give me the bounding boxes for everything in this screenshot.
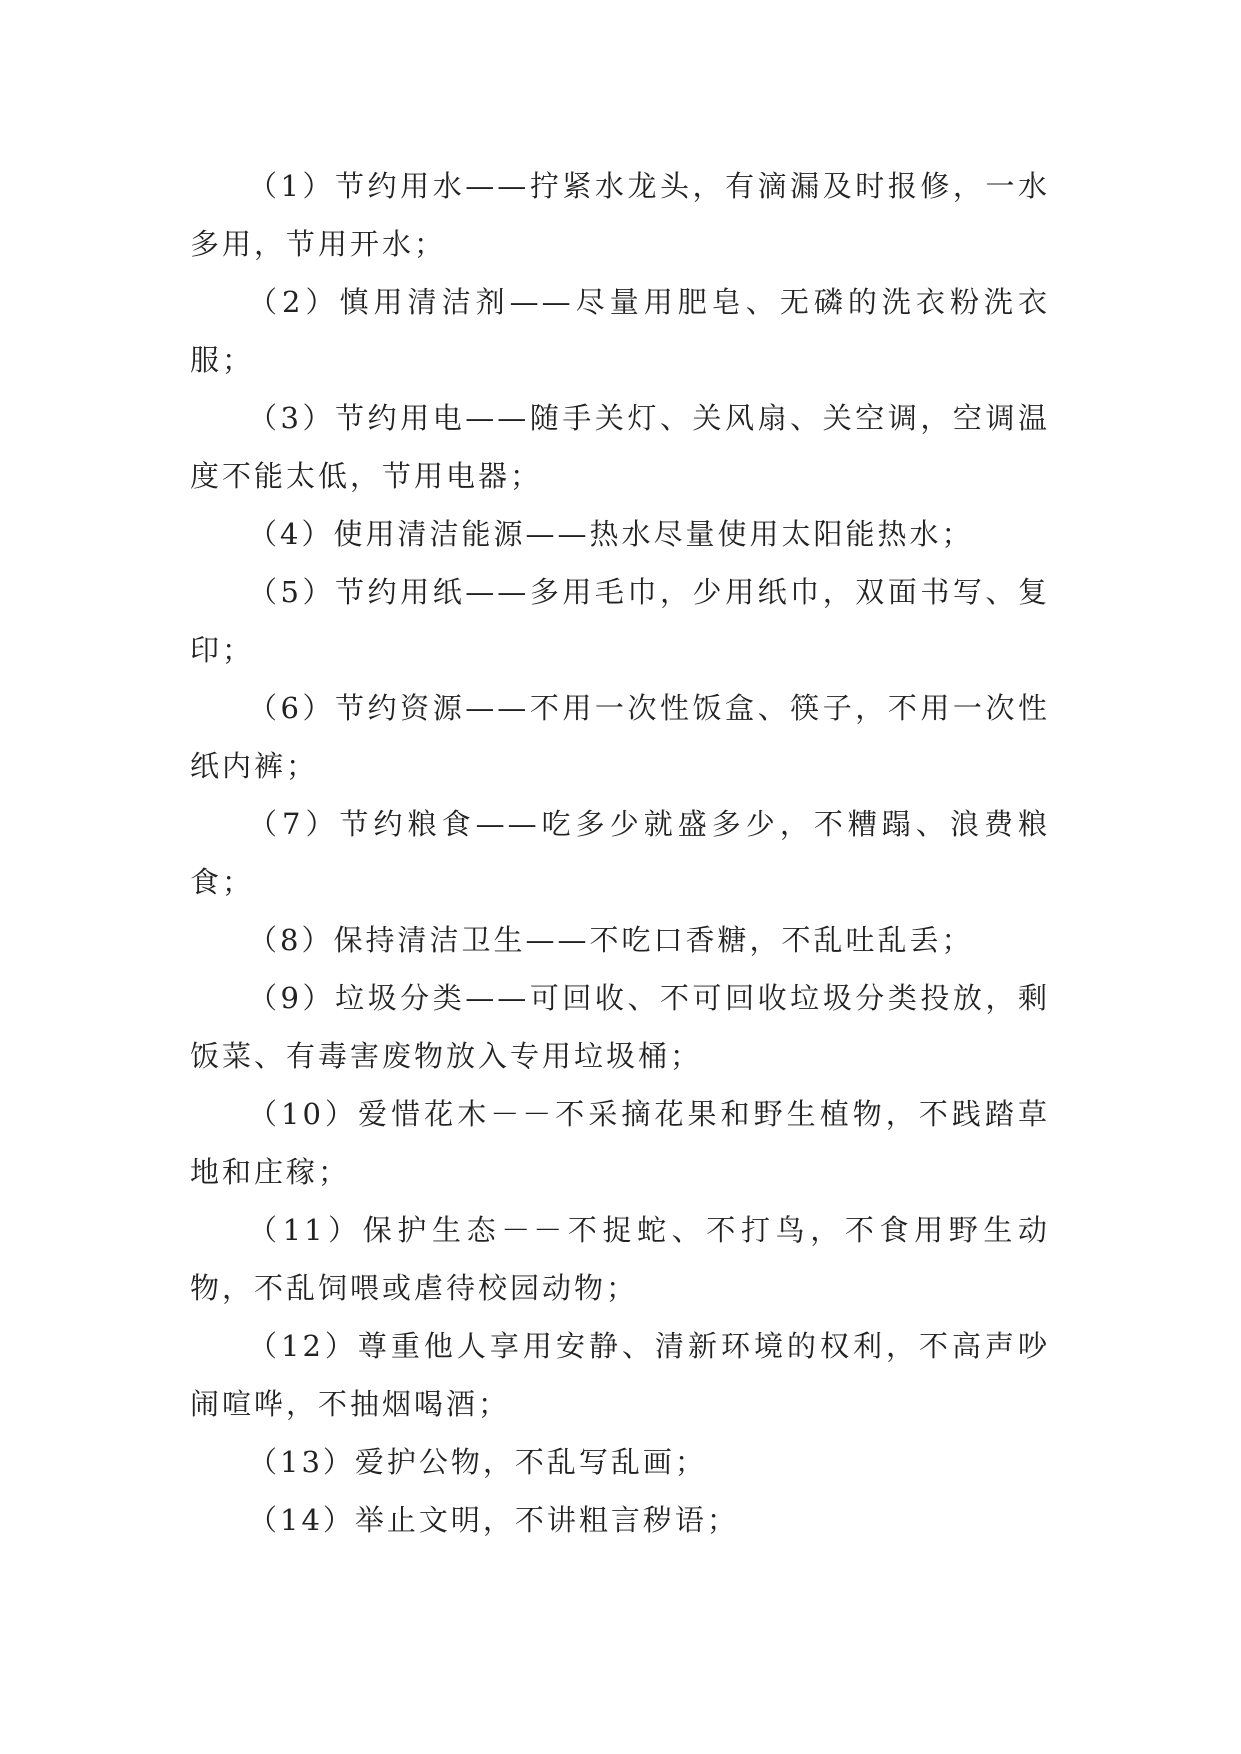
list-item: （9）垃圾分类——可回收、不可回收垃圾分类投放，剩饭菜、有毒害废物放入专用垃圾桶； (190, 981, 1050, 1073)
list-item: （14）举止文明，不讲粗言秽语； (248, 1503, 739, 1537)
list-item: （2）慎用清洁剂——尽量用肥皂、无磷的洗衣粉洗衣服； (190, 285, 1050, 377)
list-item: （3）节约用电——随手关灯、关风扇、关空调，空调温度不能太低，节用电器； (190, 401, 1050, 493)
list-item: （5）节约用纸——多用毛巾，少用纸巾，双面书写、复印； (190, 575, 1050, 667)
list-item: （7）节约粮食——吃多少就盛多少，不糟蹋、浪费粮食； (190, 807, 1050, 899)
list-item: （10）爱惜花木－－不采摘花果和野生植物，不践踏草地和庄稼； (190, 1097, 1050, 1189)
list-item: （13）爱护公物，不乱写乱画； (248, 1445, 707, 1479)
list-item: （8）保持清洁卫生——不吃口香糖，不乱吐乱丢； (248, 923, 974, 957)
list-item: （11）保护生态－－不捉蛇、不打鸟，不食用野生动物，不乱饲喂或虐待校园动物； (190, 1213, 1050, 1305)
list-item: （1）节约用水——拧紧水龙头，有滴漏及时报修，一水多用，节用开水； (190, 169, 1050, 261)
list-item: （6）节约资源——不用一次性饭盒、筷子，不用一次性纸内裤； (190, 691, 1050, 783)
list-item: （4）使用清洁能源——热水尽量使用太阳能热水； (248, 517, 974, 551)
list-item: （12）尊重他人享用安静、清新环境的权利，不高声吵闹喧哗，不抽烟喝酒； (190, 1329, 1050, 1421)
document-body (190, 157, 1050, 1549)
